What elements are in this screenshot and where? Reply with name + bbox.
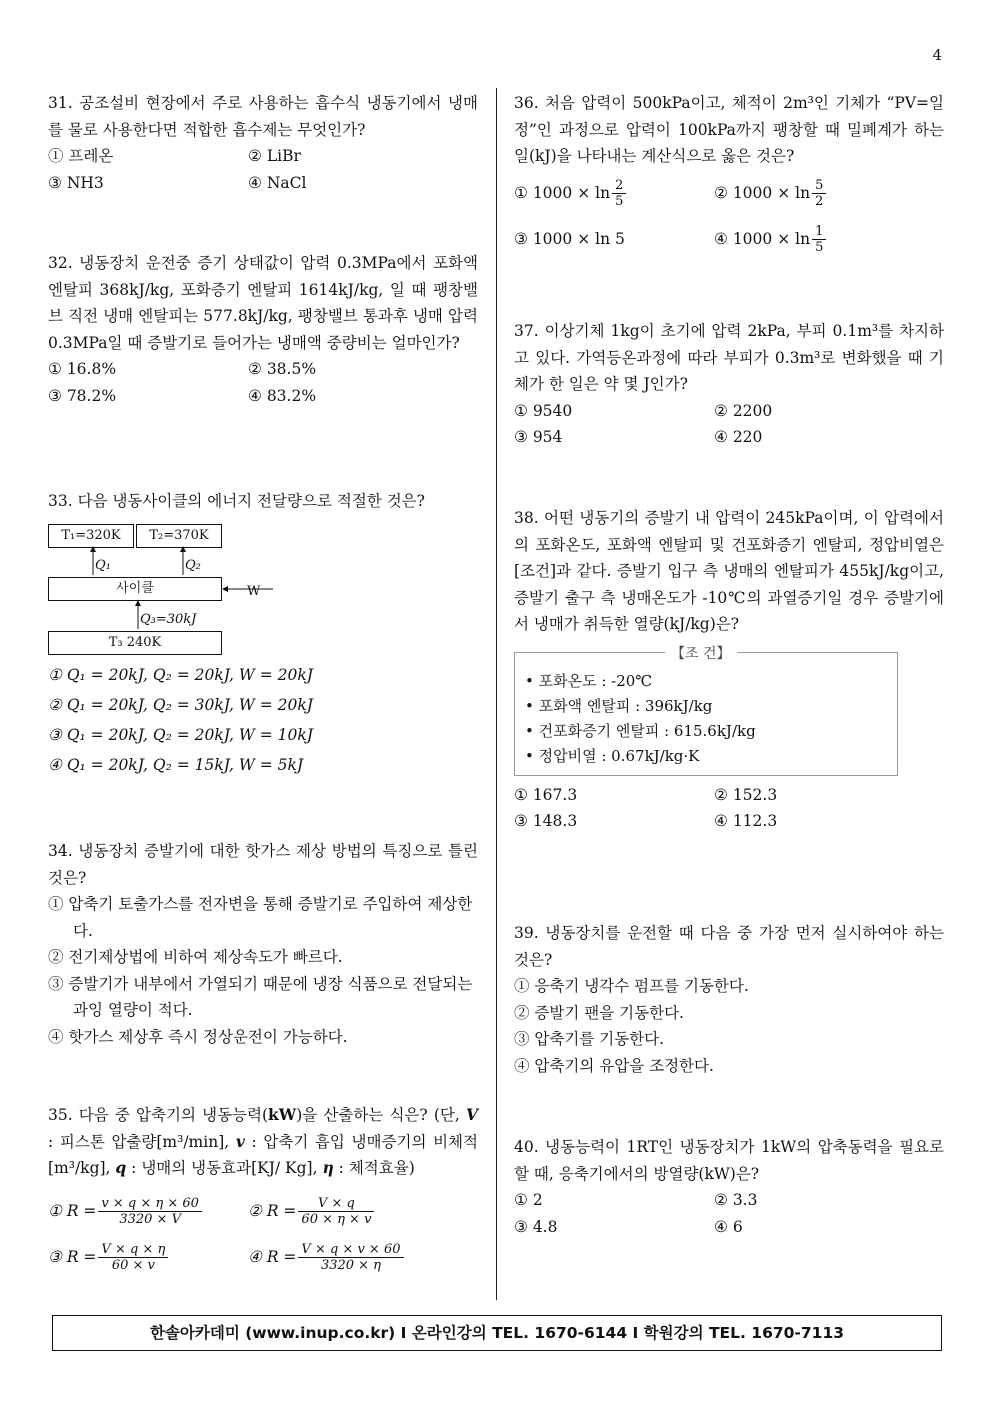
question-31-text: 31. 공조설비 현장에서 주로 사용하는 흡수식 냉동기에서 냉매를 물로 사용한다면 적합한 흡수제는 무엇인가? <box>48 94 478 139</box>
option: ④ Q₁ = 20kJ, Q₂ = 15kJ, W = 5kJ <box>48 755 304 774</box>
question-39-text: 39. 냉동장치를 운전할 때 다음 중 가장 먼저 실시하여야 하는 것은? <box>514 924 944 969</box>
question-31 <box>48 90 478 196</box>
option: ② 전기제상법에 비하여 제상속도가 빠르다. <box>48 948 343 966</box>
question-34-text: 34. 냉동장치 증발기에 대한 핫가스 제상 방법의 특징으로 틀린 것은? <box>48 842 478 887</box>
q35-text-part: : 압축기 흡입 냉매증기의 비체적[m³/kg], <box>48 1132 478 1177</box>
question-37-text: 37. 이상기체 1kg이 초기에 압력 2kPa, 부피 0.1m³를 차지하고 있다. 가역등온과정에 따라 부피가 0.3m³로 변화했을 때 기체가 한 일은 약 몇 J인가? <box>514 322 944 393</box>
option: ④ NaCl <box>248 173 307 192</box>
option: ① 9540 <box>514 401 573 420</box>
denominator: 60 × η × v <box>301 1212 372 1227</box>
q35-text-part: : 피스톤 압출량[m³/min], <box>48 1132 236 1151</box>
option: ① 2 <box>514 1191 543 1209</box>
w-label: W <box>247 583 261 599</box>
option: ④ 83.2% <box>248 386 317 405</box>
q35-text-part: : 냉매의 냉동효과[KJ/ Kg], <box>126 1159 323 1177</box>
option: ③ 압축기를 기동한다. <box>514 1030 665 1048</box>
question-40-options <box>514 1187 944 1240</box>
condition-item: • 포화온도 : -20℃ <box>525 671 653 690</box>
option: ③ 1000 × ln 5 <box>514 229 625 248</box>
option-label: ② 1000 × ln <box>714 183 811 202</box>
question-35-options <box>48 1188 478 1280</box>
q35-text-part: 35. 다음 중 압축기의 냉동능력( <box>48 1106 269 1124</box>
option-label: ② R = <box>248 1201 297 1220</box>
denominator: 2 <box>815 194 824 209</box>
option-label: ④ 1000 × ln <box>714 229 811 248</box>
question-38 <box>514 505 944 835</box>
t1-box: T₁=320K <box>48 524 134 548</box>
option: ② 152.3 <box>714 785 778 804</box>
question-36-text: 36. 처음 압력이 500kPa이고, 체적이 2m³인 기체가 “PV=일정”인 과정으로 압력이 100kPa까지 팽창할 때 밀폐계가 하는 일(kJ)을 나타내는 계산식으로 옳은 것은? <box>514 94 944 165</box>
option <box>248 1188 478 1234</box>
column-divider <box>496 88 497 1300</box>
condition-item: • 포화액 엔탈피 : 396kJ/kg <box>525 696 713 715</box>
option: ② LiBr <box>248 147 301 165</box>
option: ① 16.8% <box>48 360 117 378</box>
option <box>714 170 944 216</box>
numerator: 2 <box>612 178 626 194</box>
question-32-text: 32. 냉동장치 운전중 증기 상태값이 압력 0.3MPa에서 포화액 엔탈피 368kJ/kg, 포화증기 엔탈피 1614kJ/kg, 일 때 팽창밸브 직전 냉매 엔탈피는 577.8kJ/kg, 팽창밸브 통과후 냉매 압력 0.3MPa일 때 증발기로 들어가는 냉매액 중량비는 얼마인가? <box>48 254 478 352</box>
q3-label: Q₃=30kJ <box>140 611 197 627</box>
option: ② 증발기 팬을 기동한다. <box>514 1003 684 1022</box>
option: ③ 4.8 <box>514 1217 558 1236</box>
option: ② Q₁ = 20kJ, Q₂ = 30kJ, W = 20kJ <box>48 695 313 714</box>
option: ③ NH3 <box>48 173 104 192</box>
numerator: 1 <box>812 224 826 240</box>
denominator: 3320 × η <box>320 1258 381 1273</box>
option: ③ 148.3 <box>514 812 578 830</box>
option <box>714 216 944 262</box>
t3-box: T₃ 240K <box>48 631 222 655</box>
condition-item: • 건포화증기 엔탈피 : 615.6kJ/kg <box>525 721 756 740</box>
numerator: v × q × η × 60 <box>98 1196 201 1212</box>
question-35 <box>48 1102 478 1280</box>
denominator: 60 × v <box>111 1258 155 1273</box>
option: ① 압축기 토출가스를 전자변을 통해 증발기로 주입하여 제상한다. <box>48 895 473 940</box>
numerator: V × q × η <box>98 1242 168 1258</box>
q35-symbol: η <box>322 1158 334 1177</box>
option: ② 3.3 <box>714 1191 758 1209</box>
option: ① Q₁ = 20kJ, Q₂ = 20kJ, W = 20kJ <box>48 665 313 684</box>
q1-label: Q₁ <box>95 557 111 573</box>
question-37-options <box>514 398 944 451</box>
condition-item: • 정압비열 : 0.67kJ/kg·K <box>525 746 700 765</box>
option: ② 38.5% <box>248 360 317 378</box>
footer-contact-bar: 한솔아카데미 (www.inup.co.kr) I 온라인강의 TEL. 1670-6144 I 학원강의 TEL. 1670-7113 <box>52 1315 942 1351</box>
question-40 <box>514 1134 944 1240</box>
option <box>48 1234 248 1280</box>
question-38-options <box>514 782 944 835</box>
question-35-text <box>48 1102 478 1182</box>
numerator: V × q × v × 60 <box>298 1242 403 1258</box>
condition-box <box>514 645 898 776</box>
q2-label: Q₂ <box>185 557 201 573</box>
question-40-text: 40. 냉동능력이 1RT인 냉동장치가 1kW의 압축동력을 필요로 할 때, 응축기에서의 방열량(kW)은? <box>514 1138 944 1183</box>
option <box>248 1234 478 1280</box>
cycle-diagram <box>48 519 288 654</box>
option-label: ④ R = <box>248 1247 297 1266</box>
question-33-text: 33. 다음 냉동사이클의 에너지 전달량으로 적절한 것은? <box>48 492 425 510</box>
option: ④ 핫가스 제상후 즉시 정상운전이 가능하다. <box>48 1027 348 1046</box>
option: ① 167.3 <box>514 785 578 804</box>
question-32 <box>48 250 478 409</box>
question-31-options <box>48 143 478 196</box>
option: ③ 78.2% <box>48 386 117 405</box>
option: ① 프레온 <box>48 147 114 165</box>
numerator: 5 <box>812 178 826 194</box>
option: ④ 220 <box>714 428 763 446</box>
question-32-options <box>48 356 478 409</box>
question-36-options <box>514 170 944 262</box>
option: ② 2200 <box>714 401 773 420</box>
denominator: 3320 × V <box>119 1212 181 1227</box>
q35-text-part: : 체적효율) <box>333 1159 415 1177</box>
q35-symbol: q <box>115 1158 127 1177</box>
option: ③ 954 <box>514 428 563 446</box>
question-33-options <box>48 660 478 780</box>
q35-symbol: v <box>235 1131 245 1151</box>
option <box>48 1188 248 1234</box>
q35-unit: kW <box>268 1105 297 1124</box>
q35-text-part: )을 산출하는 식은? (단, <box>296 1106 466 1124</box>
numerator: V × q <box>298 1196 374 1212</box>
option-label: ① R = <box>48 1201 97 1220</box>
option: ③ Q₁ = 20kJ, Q₂ = 20kJ, W = 10kJ <box>48 725 313 744</box>
option: ③ 증발기가 내부에서 가열되기 때문에 냉장 식품으로 전달되는 과잉 열량이 적다. <box>48 974 473 1019</box>
question-34 <box>48 838 478 1050</box>
denominator: 5 <box>615 194 624 209</box>
question-37 <box>514 318 944 451</box>
option-label: ① 1000 × ln <box>514 183 611 202</box>
page-number: 4 <box>932 46 942 64</box>
q35-symbol: V <box>465 1105 478 1124</box>
question-38-text: 38. 어떤 냉동기의 증발기 내 압력이 245kPa이며, 이 압력에서의 포화온도, 포화액 엔탈피 및 건포화증기 엔탈피, 정압비열은 [조건]과 같다. 증발기 입구 측 냉매의 엔탈피가 455kJ/kg이고, 증발기 출구 측 냉매온도가 -10℃의 과열증기일 경우 증발기에서 냉매가 취득한 열량(kJ/kg)은? <box>514 509 944 633</box>
option: ④ 압축기의 유압을 조정한다. <box>514 1056 714 1075</box>
option: ④ 112.3 <box>714 812 778 830</box>
question-33 <box>48 488 478 780</box>
option: ④ 6 <box>714 1217 743 1236</box>
option-label: ③ R = <box>48 1247 97 1266</box>
condition-title: 【조 건】 <box>665 642 737 667</box>
denominator: 5 <box>815 240 824 255</box>
cycle-box: 사이클 <box>48 577 222 601</box>
option <box>514 170 714 216</box>
t2-box: T₂=370K <box>136 524 222 548</box>
question-36 <box>514 90 944 262</box>
option: ① 응축기 냉각수 펌프를 기동한다. <box>514 977 749 995</box>
question-39 <box>514 920 944 1079</box>
